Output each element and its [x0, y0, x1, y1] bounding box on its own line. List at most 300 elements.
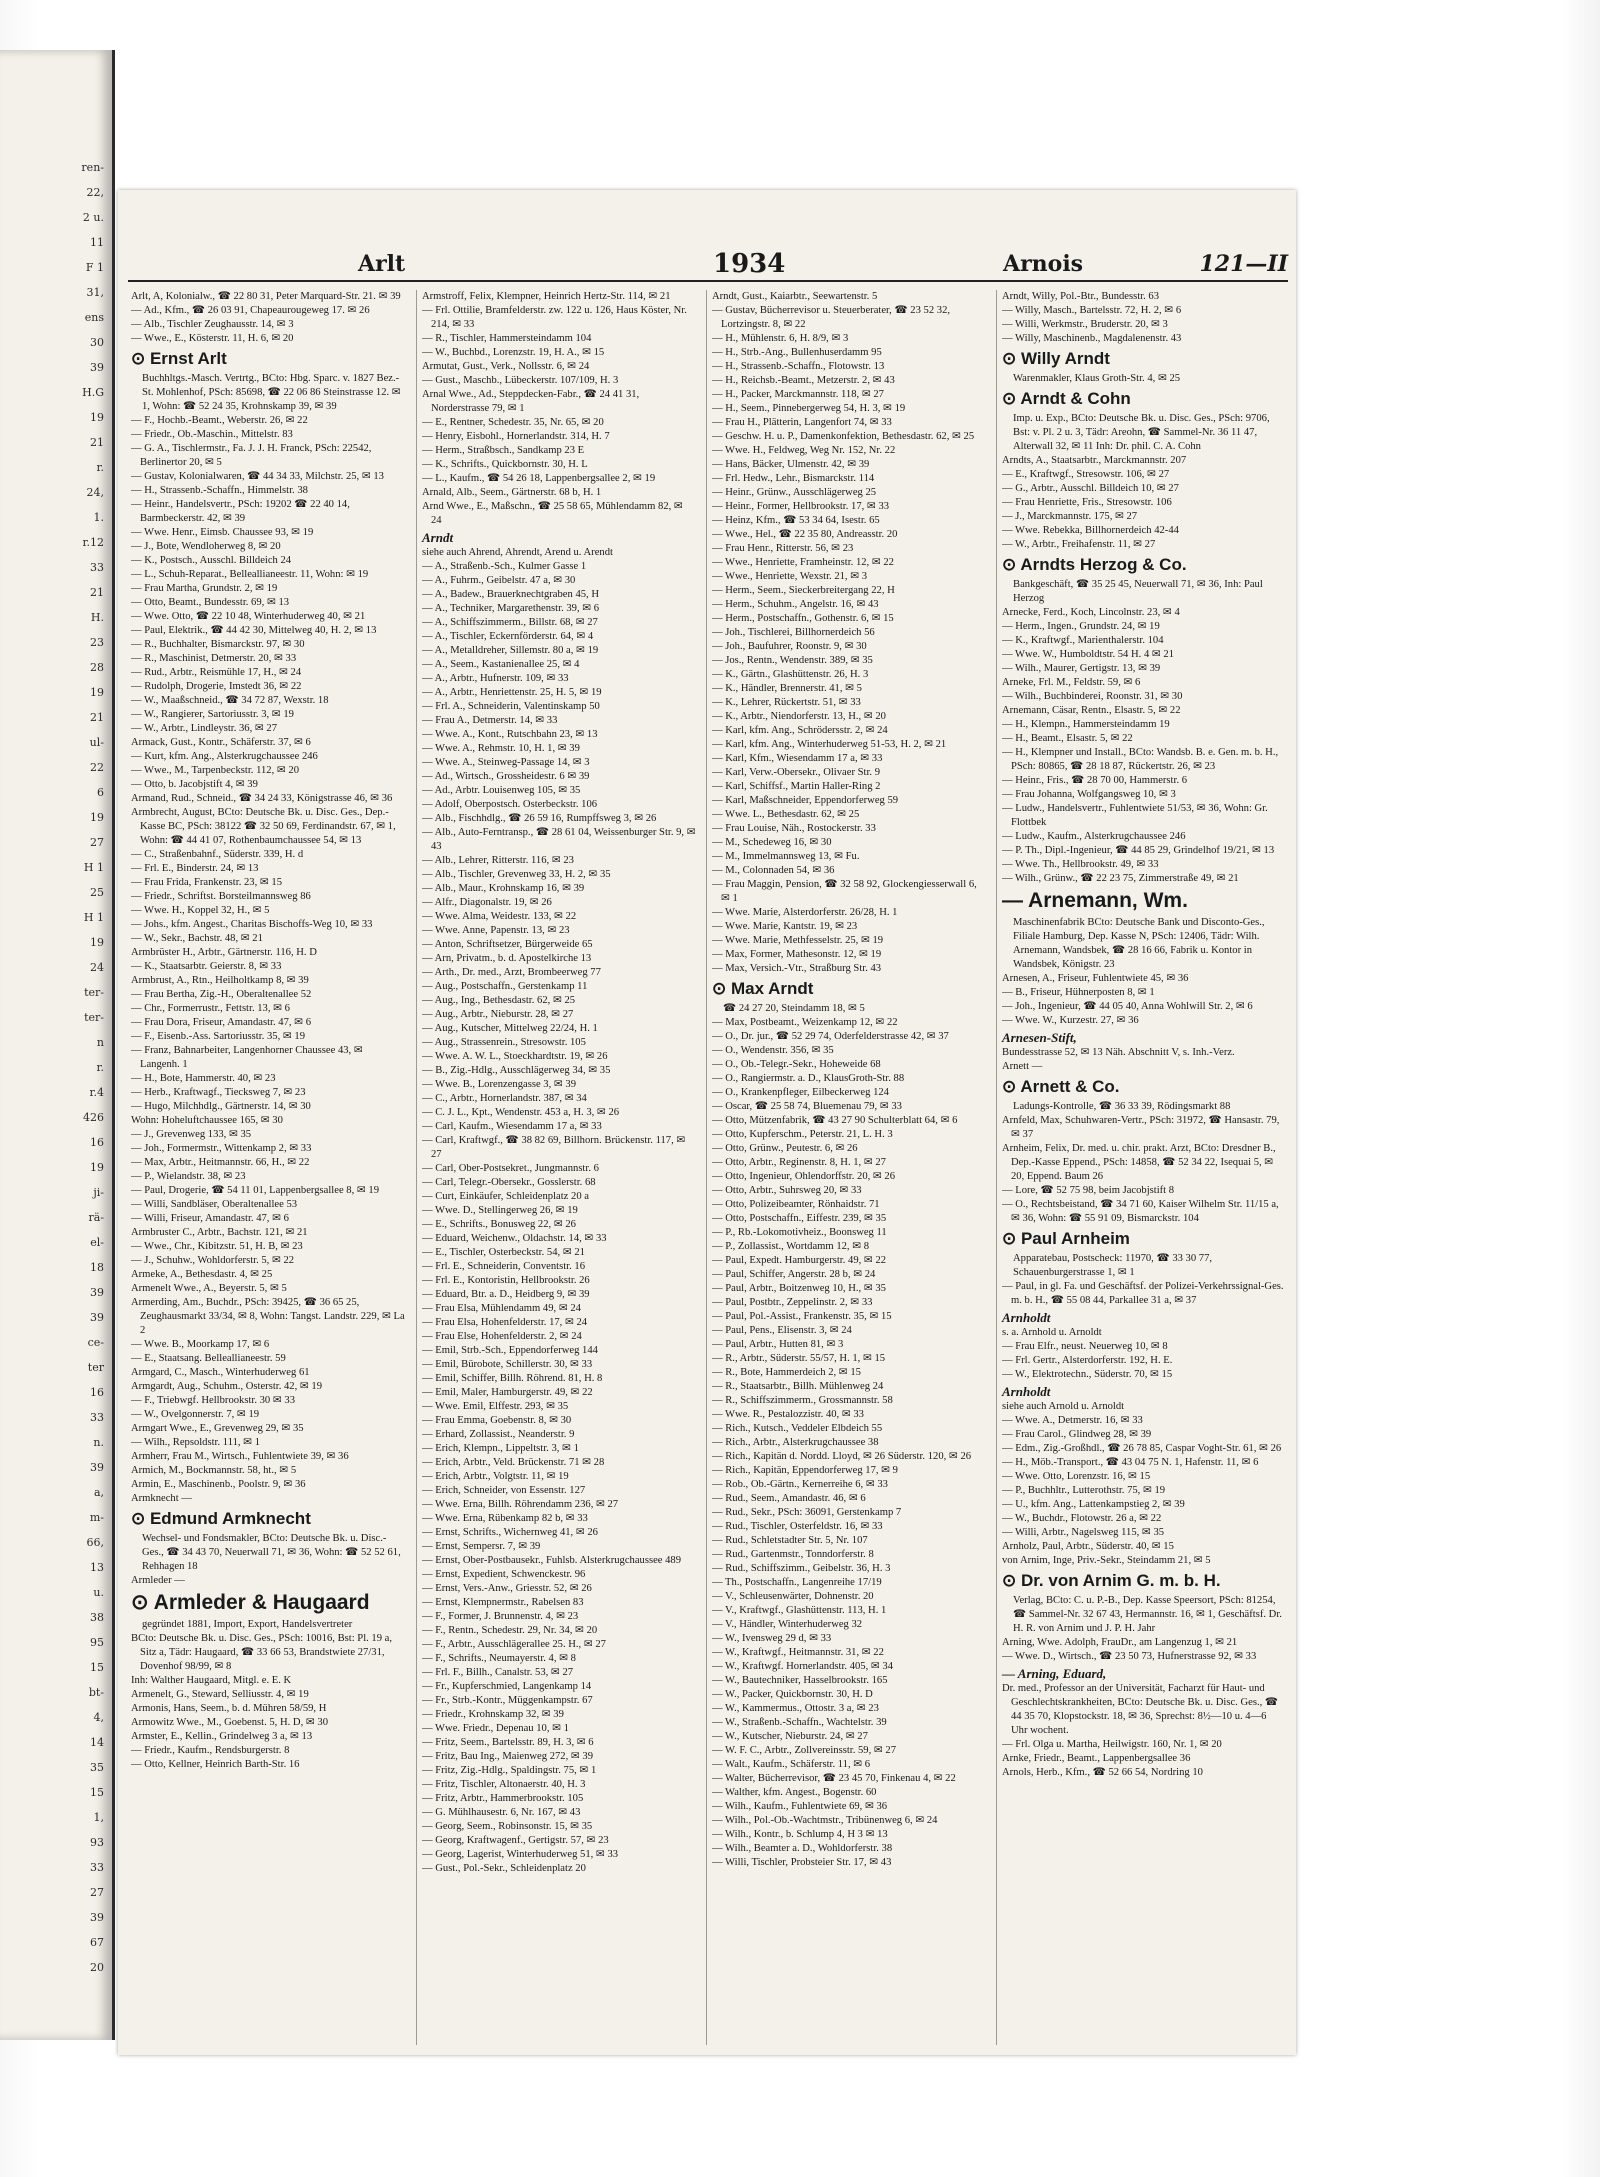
- directory-entry: — Frl. Ottilie, Bramfelderstr. zw. 122 u. 126, Haus Köster, Nr. 214, ✉ 33: [422, 305, 687, 330]
- directory-entry: — Heinr., Handelsvertr., PSch: 19202 ☎ 22 40 14, Barmbeckerstr. 42, ✉ 39: [131, 499, 350, 524]
- directory-entry: Armeke, A., Bethesdastr. 4, ✉ 25: [131, 1269, 273, 1280]
- directory-entry: — Herm., Seem., Sieckerbreitergang 22, H: [712, 585, 895, 596]
- surname-heading: Arndt: [422, 530, 454, 545]
- directory-entry: — H., Packer, Marckmannstr. 118, ✉ 27: [712, 389, 884, 400]
- directory-entry: — Georg, Lagerist, Winterhuderweg 51, ✉ 33: [422, 1849, 619, 1860]
- directory-entry: — Frau Elsa, Hohenfelderstr. 17, ✉ 24: [422, 1317, 588, 1328]
- directory-entry: — Frau Henr., Ritterstr. 56, ✉ 23: [712, 543, 854, 554]
- directory-entry: — Wwe. Th., Hellbrookstr. 49, ✉ 33: [1002, 859, 1159, 870]
- directory-entry: — Erich, Arbtr., Volgtstr. 11, ✉ 19: [422, 1471, 569, 1482]
- header-last-entry: Arnois: [1003, 251, 1084, 277]
- directory-entry: — Fr., Kupferschmied, Langenkamp 14: [422, 1681, 592, 1692]
- previous-page-fragment: 2 u.: [82, 211, 104, 224]
- directory-entry: — Anton, Schriftsetzer, Bürgerweide 65: [422, 939, 593, 950]
- previous-page-fragment: 4,: [93, 1711, 104, 1724]
- directory-entry: Wohn: Hoheluftchaussee 165, ✉ 30: [131, 1115, 283, 1126]
- column-2: [416, 290, 700, 2045]
- directory-entry: — Otto, b. Jacobjstift 4, ✉ 39: [131, 779, 258, 790]
- directory-entry: Armack, Gust., Kontr., Schäferstr. 37, ✉ 6: [131, 737, 311, 748]
- directory-entry: — F., Triebwgf. Hellbrookstr. 30 ✉ 33: [131, 1395, 296, 1406]
- directory-entry: — Willi, Friseur, Amandastr. 47, ✉ 6: [131, 1213, 289, 1224]
- directory-entry: — Herm., Postschaffn., Gothenstr. 6, ✉ 15: [712, 613, 894, 624]
- directory-entry: — K., Postsch., Ausschl. Billdeich 24: [131, 555, 292, 566]
- directory-entry: — P., Rb.-Lokomotivheiz., Boonsweg 11: [712, 1227, 887, 1238]
- directory-entry: — Frl. E., Binderstr. 24, ✉ 13: [131, 863, 259, 874]
- directory-entry: — M., Immelmannsweg 13, ✉ Fu.: [712, 851, 860, 862]
- directory-entry: — K., Kraftwgf., Marienthalerstr. 104: [1002, 635, 1164, 646]
- directory-entry: — Georg, Seem., Robinsonstr. 15, ✉ 35: [422, 1821, 593, 1832]
- previous-page-fragment: 11: [90, 236, 104, 249]
- previous-page-fragment: 27: [90, 836, 104, 849]
- directory-entry: — Otto, Arbtr., Reginenstr. 8, H. 1, ✉ 27: [712, 1157, 886, 1168]
- directory-entry: — Wwe., Henriette, Wexstr. 21, ✉ 3: [712, 571, 868, 582]
- previous-page-fragment: 18: [90, 1261, 104, 1274]
- directory-entry: Armowitz Wwe., M., Goebenst. 5, H. D, ✉ 30: [131, 1717, 328, 1728]
- surname-heading: Arnholdt: [1002, 1310, 1051, 1325]
- directory-entry: — Frau Emma, Goebenstr. 8, ✉ 30: [422, 1415, 572, 1426]
- directory-entry: — W., Kraftwgf., Heitmannstr. 31, ✉ 22: [712, 1647, 884, 1658]
- directory-entry: Armerding, Am., Buchdr., PSch: 39425, ☎ 36 65 25, Zeughausmarkt 33/34, ✉ 8, Wohn: Tangst. Landstr. 229, ✉ La 2: [131, 1297, 405, 1336]
- previous-page-fragment: ter-: [84, 1011, 104, 1024]
- directory-entry: — Gust., Pol.-Sekr., Schleidenplatz 20: [422, 1863, 586, 1874]
- previous-page-fragment: 33: [90, 1411, 104, 1424]
- directory-entry: — Alb., Tischler Zeughausstr. 14, ✉ 3: [131, 319, 294, 330]
- directory-entry: — W., Rangierer, Sartoriusstr. 3, ✉ 19: [131, 709, 294, 720]
- directory-entry: — Wwe. D., Wirtsch., ☎ 23 50 73, Hufnerstrasse 92, ✉ 33: [1002, 1651, 1257, 1662]
- previous-page-fragment: H 1: [83, 911, 104, 924]
- directory-entry: — W., Buchbd., Lorenzstr. 19, H. A., ✉ 15: [422, 347, 605, 358]
- directory-entry: — Geschw. H. u. P., Damenkonfektion, Bethesdastr. 62, ✉ 25: [712, 431, 975, 442]
- directory-entry: — W., Ovelgonnerstr. 7, ✉ 19: [131, 1409, 260, 1420]
- directory-entry: — Erich, Arbtr., Veld. Brückenstr. 71 ✉ 28: [422, 1457, 605, 1468]
- directory-entry: Armbrüster H., Arbtr., Gärtnerstr. 116, H. D: [131, 947, 317, 958]
- directory-entry: Arnecke, Ferd., Koch, Lincolnstr. 23, ✉ 4: [1002, 607, 1180, 618]
- directory-entry: — Rud., Sekr., PSch: 36091, Gerstenkamp 7: [712, 1507, 902, 1518]
- directory-page: [118, 190, 1296, 2055]
- previous-page-fragment: 21: [90, 711, 104, 724]
- directory-entry: — Otto, Kupferschm., Peterstr. 21, L. H. 3: [712, 1129, 893, 1140]
- previous-page-fragment: ji-: [93, 1186, 104, 1199]
- directory-entry: — Willi, Sandbläser, Oberaltenallee 53: [131, 1199, 298, 1210]
- directory-entry: Armenelt, G., Steward, Selliusstr. 4, ✉ 19: [131, 1689, 309, 1700]
- directory-entry: — H., Strassenb.-Schaffn., Himmelstr. 38: [131, 485, 308, 496]
- previous-page-fragment: r.4: [89, 1086, 104, 1099]
- directory-entry: — Wwe. Rebekka, Billhornerdeich 42-44: [1002, 525, 1179, 536]
- previous-page-fragment: 31,: [86, 286, 104, 299]
- directory-entry: — Wwe., E., Kösterstr. 11, H. 6, ✉ 20: [131, 333, 294, 344]
- directory-entry: — Walt., Kaufm., Schäferstr. 11, ✉ 6: [712, 1759, 871, 1770]
- directory-entry: — Ernst, Vers.-Anw., Griesstr. 52, ✉ 26: [422, 1583, 592, 1594]
- directory-entry: Arndt, Gust., Kaiarbtr., Seewartenstr. 5: [712, 291, 878, 302]
- header-first-entry: Arlt: [358, 251, 406, 277]
- directory-entry: — K., Staatsarbtr. Geierstr. 8, ✉ 33: [131, 961, 282, 972]
- directory-entry: — Wwe., M., Tarpenbeckstr. 112, ✉ 20: [131, 765, 299, 776]
- directory-entry: — Walther, kfm. Angest., Bogenstr. 60: [712, 1787, 877, 1798]
- directory-entry: — W., Bautechniker, Hasselbrookstr. 165: [712, 1675, 888, 1686]
- directory-entry: — V., Schleusenwärter, Dohnenstr. 20: [712, 1591, 874, 1602]
- directory-entry: — Alb., Tischler, Grevenweg 33, H. 2, ✉ 35: [422, 869, 611, 880]
- directory-entry: — Wwe. H., Koppel 32, H., ✉ 5: [131, 905, 270, 916]
- previous-page-fragment: 66,: [86, 1536, 104, 1549]
- previous-page-fragment: 67: [90, 1936, 104, 1949]
- directory-entry: Armonis, Hans, Seem., b. d. Mühren 58/59, H: [131, 1703, 327, 1714]
- directory-entry: — Paul, Arbtr., Hutten 81, ✉ 3: [712, 1339, 844, 1350]
- directory-entry: — Rich., Kapitän d. Nordd. Lloyd, ✉ 26 Süderstr. 120, ✉ 26: [712, 1451, 972, 1462]
- directory-entry: — Emil, Strb.-Sch., Eppendorferweg 144: [422, 1345, 598, 1356]
- directory-entry: — Wwe. B., Moorkamp 17, ✉ 6: [131, 1339, 270, 1350]
- directory-entry: Armbrust, A., Rtn., Heilholtkamp 8, ✉ 39: [131, 975, 309, 986]
- directory-entry: — A., Metalldreher, Sillemstr. 80 a, ✉ 19: [422, 645, 599, 656]
- directory-entry: — Frau Elfr., neust. Neuerweg 10, ✉ 8: [1002, 1341, 1168, 1352]
- directory-entry: — Wwe. Anne, Papenstr. 13, ✉ 23: [422, 925, 570, 936]
- directory-entry: — Ad., Wirtsch., Grossheidestr. 6 ✉ 39: [422, 771, 590, 782]
- directory-entry: — Frau Else, Hohenfelderstr. 2, ✉ 24: [422, 1331, 582, 1342]
- previous-page-fragment: ter: [87, 1361, 104, 1374]
- directory-entry: — V., Kraftwgf., Glashüttenstr. 113, H. 1: [712, 1605, 887, 1616]
- directory-entry: — W., Kammermus., Ottostr. 3 a, ✉ 23: [712, 1703, 879, 1714]
- directory-entry: — Wilh., Beamter a. D., Wohldorferstr. 38: [712, 1843, 893, 1854]
- listing-details: Bankgeschäft, ☎ 35 25 45, Neuerwall 71, ✉ 36, Inh: Paul Herzog: [1013, 579, 1263, 604]
- directory-entry: — Franz, Bahnarbeiter, Langenhorner Chaussee 43, ✉ Langenh. 1: [131, 1045, 363, 1070]
- directory-entry: — F., Arbtr., Ausschlägerallee 25. H., ✉ 27: [422, 1639, 606, 1650]
- directory-entry: — Paul, Arbtr., Boitzenweg 10, H., ✉ 35: [712, 1283, 886, 1294]
- previous-page-fragment: 27: [90, 1886, 104, 1899]
- directory-entry: BCto: Deutsche Bk. u. Disc. Ges., PSch: 10016, Bst: Pl. 19 a, Sitz a, Tädr: Haugaard, ☎ 33 66 53, Brandstwiete 27/31, Dovenhof 98/99, ✉ 8: [131, 1633, 393, 1672]
- directory-entry: — Fritz, Bau Ing., Maienweg 272, ✉ 39: [422, 1751, 593, 1762]
- directory-entry: — Frau Johanna, Wolfgangsweg 10, ✉ 3: [1002, 789, 1176, 800]
- surname-heading: Arnesen-Stift,: [1002, 1030, 1077, 1045]
- previous-page-fragment: 35: [90, 1761, 104, 1774]
- directory-entry: — Wilh., Repsoldstr. 111, ✉ 1: [131, 1437, 261, 1448]
- directory-entry: — O., Dr. jur., ☎ 52 29 74, Oderfelderstrasse 42, ✉ 37: [712, 1031, 949, 1042]
- previous-page-fragment: a,: [93, 1486, 104, 1499]
- directory-entry: — Ad., Arbtr. Louisenweg 105, ✉ 35: [422, 785, 581, 796]
- previous-page-fragment: 1,: [93, 1811, 104, 1824]
- directory-entry: — Eduard, Btr. a. D., Heidberg 9, ✉ 39: [422, 1289, 590, 1300]
- directory-entry: — O., Ob.-Telegr.-Sekr., Hoheweide 68: [712, 1059, 881, 1070]
- directory-entry: — Aug., Arbtr., Nieburstr. 28, ✉ 27: [422, 1009, 574, 1020]
- directory-entry: — W., Straßenb.-Schaffn., Wachtelstr. 39: [712, 1717, 887, 1728]
- column-1: [126, 290, 409, 2045]
- directory-entry: — Otto, Beamt., Bundesstr. 69, ✉ 13: [131, 597, 290, 608]
- directory-entry: — Frl. A., Schneiderin, Valentinskamp 50: [422, 701, 600, 712]
- previous-page-fragment: ren-: [81, 161, 104, 174]
- directory-entry: — Henry, Eisbohl., Hornerlandstr. 314, H. 7: [422, 431, 610, 442]
- directory-entry: — Wwe. Marie, Methfesselstr. 25, ✉ 19: [712, 935, 884, 946]
- listing-headline: ⊙ Dr. von Arnim G. m. b. H.: [1002, 1571, 1221, 1590]
- directory-entry: Inh: Walther Haugaard, Mitgl. e. E. K: [131, 1675, 292, 1686]
- directory-entry: — H., Klempner und Install., BCto: Wandsb. B. e. Gen. m. b. H., PSch: 80865, ☎ 28 18 87, Rückertstr. 26, ✉ 23: [1002, 747, 1279, 772]
- directory-entry: — A., Arbtr., Henriettenstr. 25, H. 5, ✉ 19: [422, 687, 602, 698]
- directory-entry: — Max, Arbtr., Heitmannstr. 66, H., ✉ 22: [131, 1157, 310, 1168]
- directory-entry: — A., Seem., Kastanienallee 25, ✉ 4: [422, 659, 580, 670]
- listing-details: Wechsel- und Fondsmakler, BCto: Deutsche Bk. u. Disc.-Ges., ☎ 34 43 70, Neuerwall 71, ✉ 36, Wohn: ☎ 52 52 61, Rehhagen 18: [142, 1533, 401, 1572]
- directory-entry: — R., Tischler, Hammersteindamm 104: [422, 333, 592, 344]
- directory-entry: — Karl, kfm. Ang., Schrödersstr. 2, ✉ 24: [712, 725, 888, 736]
- directory-entry: — A., Fuhrm., Geibelstr. 47 a, ✉ 30: [422, 575, 576, 586]
- directory-entry: — Erich, Schneider, von Essenstr. 127: [422, 1485, 586, 1496]
- previous-page-fragment: r.: [96, 461, 104, 474]
- directory-entry: — Karl, Verw.-Obersekr., Olivaer Str. 9: [712, 767, 880, 778]
- directory-entry: — F., Rentn., Schedestr. 29, Nr. 34, ✉ 20: [422, 1625, 598, 1636]
- directory-entry: — H., Reichsb.-Beamt., Metzerstr. 2, ✉ 43: [712, 375, 895, 386]
- directory-entry: — Wwe. A., Detmerstr. 16, ✉ 33: [1002, 1415, 1143, 1426]
- directory-entry: — W., Arbtr., Freihafenstr. 11, ✉ 27: [1002, 539, 1156, 550]
- directory-entry: — Friedr., Schriftst. Borsteilmannsweg 86: [131, 891, 311, 902]
- directory-entry: — Emil, Schiffer, Billh. Röhrend. 81, H. 8: [422, 1373, 603, 1384]
- previous-page-fragment: 39: [90, 361, 104, 374]
- directory-entry: — Aug., Kutscher, Mittelweg 22/24, H. 1: [422, 1023, 598, 1034]
- directory-entry: — Chr., Formerrustr., Fettstr. 13, ✉ 6: [131, 1003, 290, 1014]
- directory-entry: — Alb., Fischhdlg., ☎ 26 59 16, Rumpffsweg 3, ✉ 26: [422, 813, 657, 824]
- directory-entry: Armin, E., Maschinenb., Poolstr. 9, ✉ 36: [131, 1479, 306, 1490]
- directory-entry: — R., Maschinist, Detmerstr. 20, ✉ 33: [131, 653, 297, 664]
- directory-entry: — Carl, Telegr.-Obersekr., Gosslerstr. 68: [422, 1177, 596, 1188]
- previous-page-fragment: 95: [90, 1636, 104, 1649]
- directory-entry: siehe auch Ahrend, Ahrendt, Arend u. Arendt: [422, 547, 613, 558]
- directory-entry: — K., Lehrer, Rückertstr. 51, ✉ 33: [712, 697, 861, 708]
- directory-entry: — Frl. F., Billh., Canalstr. 53, ✉ 27: [422, 1667, 574, 1678]
- directory-entry: — Frau Henriette, Fris., Stresowstr. 106: [1002, 497, 1172, 508]
- directory-entry: — Erhard, Zollassist., Neanderstr. 9: [422, 1429, 575, 1440]
- directory-entry: — Frau A., Detmerstr. 14, ✉ 33: [422, 715, 558, 726]
- listing-headline: ⊙ Armleder & Haugaard: [131, 1591, 370, 1614]
- directory-entry: — Frau H., Plätterin, Langenfort 74, ✉ 33: [712, 417, 892, 428]
- directory-entry: — Th., Postschaffn., Langenreihe 17/19: [712, 1577, 882, 1588]
- directory-entry: — Wwe. D., Stellingerweg 26, ✉ 19: [422, 1205, 578, 1216]
- directory-entry: — L., Schuh-Reparat., Belleallianeestr. 11, Wohn: ✉ 19: [131, 569, 369, 580]
- directory-entry: — Wilh., Pol.-Ob.-Wachtmstr., Tribünenweg 6, ✉ 24: [712, 1815, 938, 1826]
- directory-entry: — Joh., Baufuhrer, Roonstr. 9, ✉ 30: [712, 641, 867, 652]
- listing-details: Buchhltgs.-Masch. Vertrtg., BCto: Hbg. Sparc. v. 1827 Bez.-St. Mohlenhof, PSch: 85698, ☎ 22 06 86 Steinstrasse 12. ✉ 1, Wohn: ☎ 52 24 35, Krohnskamp 39, ✉ 39: [142, 373, 401, 412]
- directory-entry: — H., Strb.-Ang., Bullenhuserdamm 95: [712, 347, 882, 358]
- previous-page-fragment: n: [96, 1036, 104, 1049]
- previous-page-fragment: 93: [90, 1836, 104, 1849]
- directory-entry: Armutat, Gust., Verk., Nollsstr. 6, ✉ 24: [422, 361, 590, 372]
- directory-entry: — Wwe. Alma, Weidestr. 133, ✉ 22: [422, 911, 577, 922]
- directory-entry: — H., Klempn., Hammersteindamm 19: [1002, 719, 1170, 730]
- previous-page-fragment: u.: [93, 1586, 104, 1599]
- directory-entry: — Ernst, Sempersr. 7, ✉ 39: [422, 1541, 541, 1552]
- directory-entry: — L., Kaufm., ☎ 54 26 18, Lappenbergsallee 2, ✉ 19: [422, 473, 656, 484]
- directory-entry: — W., Buchdr., Flotowstr. 26 a, ✉ 22: [1002, 1513, 1162, 1524]
- directory-entry: — Adolf, Oberpostsch. Osterbeckstr. 106: [422, 799, 598, 810]
- listing-details: Apparatebau, Postscheck: 11970, ☎ 33 30 77, Schauenburgerstrasse 1, ✉ 1: [1013, 1253, 1213, 1278]
- directory-entry: — W., Kraftwgf. Hornerlandstr. 405, ✉ 34: [712, 1661, 893, 1672]
- directory-entry: — Paul, Schiffer, Angerstr. 28 b, ✉ 24: [712, 1269, 876, 1280]
- directory-entry: Armich, M., Bockmannstr. 58, ht., ✉ 5: [131, 1465, 297, 1476]
- directory-entry: — E., Staatsang. Belleallianeestr. 59: [131, 1353, 286, 1364]
- directory-entry: — Arth., Dr. med., Arzt, Brombeerweg 77: [422, 967, 601, 978]
- previous-page-fragment: 25: [90, 886, 104, 899]
- directory-entry: — Wilh., Kontr., b. Schlump 4, H 3 ✉ 13: [712, 1829, 888, 1840]
- directory-entry: Arlt, A, Kolonialw., ☎ 22 80 31, Peter Marquard-Str. 21. ✉ 39: [131, 291, 401, 302]
- directory-entry: — W., Kutscher, Nieburstr. 24, ✉ 27: [712, 1731, 868, 1742]
- header-page-number: 121—II: [1199, 251, 1288, 277]
- directory-entry: — Frau Elsa, Mühlendamm 49, ✉ 24: [422, 1303, 581, 1314]
- directory-entry: — Walter, Bücherrevisor, ☎ 23 45 70, Finkenau 4, ✉ 22: [712, 1773, 956, 1784]
- directory-entry: — Gustav, Bücherrevisor u. Steuerberater, ☎ 23 52 32, Lortzingstr. 8, ✉ 22: [712, 305, 951, 330]
- directory-entry: — Friedr., Krohnskamp 32, ✉ 39: [422, 1709, 564, 1720]
- directory-entry: — Alfr., Diagonalstr. 19, ✉ 26: [422, 897, 552, 908]
- directory-entry: — Wwe. A. W. L., Stoeckhardtstr. 19, ✉ 26: [422, 1051, 608, 1062]
- directory-entry: — Jos., Rentn., Wendenstr. 389, ✉ 35: [712, 655, 873, 666]
- previous-page-fragment: ce-: [87, 1336, 104, 1349]
- column-3: [706, 290, 990, 2045]
- directory-entry: — P., Buchhltr., Lutterothstr. 75, ✉ 19: [1002, 1485, 1166, 1496]
- directory-entry: — Wwe. Henr., Eimsb. Chaussee 93, ✉ 19: [131, 527, 314, 538]
- previous-page-fragment: 38: [90, 1611, 104, 1624]
- directory-entry: — Wwe. R., Pestalozzistr. 40, ✉ 33: [712, 1409, 864, 1420]
- directory-entry: Armherr, Frau M., Wirtsch., Fuhlentwiete 39, ✉ 36: [131, 1451, 349, 1462]
- directory-entry: — Herm., Ingen., Grundstr. 24, ✉ 19: [1002, 621, 1160, 632]
- previous-page-fragment: 19: [90, 811, 104, 824]
- directory-entry: Bundesstrasse 52, ✉ 13 Näh. Abschnitt V, s. Inh.-Verz.: [1002, 1047, 1235, 1058]
- directory-entry: — Alb., Auto-Ferntransp., ☎ 28 61 04, Weissenburger Str. 9, ✉ 43: [422, 827, 696, 852]
- directory-entry: — Wwe. A., Kont., Rutschbahn 23, ✉ 13: [422, 729, 598, 740]
- previous-page-fragment: 16: [90, 1136, 104, 1149]
- directory-entry: — Wwe. L., Bethesdastr. 62, ✉ 25: [712, 809, 860, 820]
- listing-headline: ⊙ Paul Arnheim: [1002, 1229, 1130, 1248]
- listing-details: Maschinenfabrik BCto: Deutsche Bank und Disconto-Ges., Filiale Hamburg, Dep. Kasse N, PSch: 12406, Tädr: Wilh. Arnemann, Wandsbek, ☎ 28 16 66, Fabrik u. Kontor in Wandsbek, Königstr. 23: [1013, 917, 1265, 970]
- directory-entry: — Emil, Maler, Hamburgerstr. 49, ✉ 22: [422, 1387, 593, 1398]
- directory-entry: — H., Beamt., Elsastr. 5, ✉ 22: [1002, 733, 1133, 744]
- directory-entry: — Wwe. Erna, Billh. Röhrendamm 236, ✉ 27: [422, 1499, 619, 1510]
- directory-entry: — P., Zollassist., Wortdamm 12, ✉ 8: [712, 1241, 870, 1252]
- directory-entry: — Wwe. B., Lorenzengasse 3, ✉ 39: [422, 1079, 577, 1090]
- directory-entry: — Paul, Pens., Elisenstr. 3, ✉ 24: [712, 1325, 852, 1336]
- listing-headline: ⊙ Arndts Herzog & Co.: [1002, 555, 1187, 574]
- directory-entry: — Ernst, Expedient, Schwenckestr. 96: [422, 1569, 586, 1580]
- directory-entry: — Otto, Mützenfabrik, ☎ 43 27 90 Schulterblatt 64, ✉ 6: [712, 1115, 958, 1126]
- previous-page-fragment: 21: [90, 586, 104, 599]
- directory-entry: Arndt, Willy, Pol.-Btr., Bundesstr. 63: [1002, 291, 1160, 302]
- directory-entry: — F., Former, J. Brunnenstr. 4, ✉ 23: [422, 1611, 579, 1622]
- directory-entry: — J., Grevenweg 133, ✉ 35: [131, 1129, 252, 1140]
- directory-entry: — Wwe. Marie, Alsterdorferstr. 26/28, H. 1: [712, 907, 898, 918]
- directory-entry: Arnesen, A., Friseur, Fuhlentwiete 45, ✉ 36: [1002, 973, 1189, 984]
- previous-page-fragment: 14: [90, 1736, 104, 1749]
- directory-entry: Arnholz, Paul, Arbtr., Süderstr. 40, ✉ 15: [1002, 1541, 1174, 1552]
- directory-entry: — Frl. E., Schneiderin, Conventstr. 16: [422, 1261, 586, 1272]
- directory-entry: — Otto, Ingenieur, Ohlendorffstr. 20, ✉ 26: [712, 1171, 896, 1182]
- directory-entry: siehe auch Arnold u. Arnoldt: [1002, 1401, 1125, 1412]
- directory-entry: — K., Händler, Brennerstr. 41, ✉ 5: [712, 683, 862, 694]
- previous-page-fragment: 23: [90, 636, 104, 649]
- previous-page-fragment: 6: [97, 786, 104, 799]
- directory-entry: — W. F. C., Arbtr., Zollvereinsstr. 59, ✉ 27: [712, 1745, 897, 1756]
- directory-entry: — U., kfm. Ang., Lattenkampstieg 2, ✉ 39: [1002, 1499, 1185, 1510]
- directory-entry: — W., Maaßschneid., ☎ 34 72 87, Wexstr. 18: [131, 695, 329, 706]
- previous-page-fragment: m-: [89, 1511, 104, 1524]
- directory-entry: — J., Marckmannstr. 175, ✉ 27: [1002, 511, 1138, 522]
- previous-page-fragment: 33: [90, 1861, 104, 1874]
- directory-entry: — Rud., Schiffszimm., Geibelstr. 36, H. 3: [712, 1563, 891, 1574]
- directory-entry: — Karl, Kfm., Wiesendamm 17 a, ✉ 33: [712, 753, 883, 764]
- directory-entry: — Heinr., Fris., ☎ 28 70 00, Hammerstr. 6: [1002, 775, 1188, 786]
- directory-entry: Arnett —: [1002, 1061, 1043, 1072]
- directory-entry: — Rud., Schletstadter Str. 5, Nr. 107: [712, 1535, 868, 1546]
- directory-entry: Armgard, C., Masch., Winterhuderweg 61: [131, 1367, 310, 1378]
- directory-entry: — Joh., Formermstr., Wittenkamp 2, ✉ 33: [131, 1143, 312, 1154]
- directory-entry: — Wilh., Maurer, Gertigstr. 13, ✉ 39: [1002, 663, 1161, 674]
- previous-page-fragment: 13: [90, 1561, 104, 1574]
- directory-entry: — Friedr., Ob.-Maschin., Mittelstr. 83: [131, 429, 293, 440]
- previous-page-fragment: H.G: [82, 386, 104, 399]
- directory-entry: Armknecht —: [131, 1493, 192, 1504]
- directory-entry: — K., Arbtr., Niendorferstr. 13, H., ✉ 20: [712, 711, 886, 722]
- directory-entry: — Eduard, Weichenw., Oldachstr. 14, ✉ 33: [422, 1233, 607, 1244]
- previous-page-fragment: 19: [90, 936, 104, 949]
- directory-entry: — Oscar, ☎ 25 58 74, Bluemenau 79, ✉ 33: [712, 1101, 902, 1112]
- directory-entry: — Carl, Kaufm., Wiesendamm 17 a, ✉ 33: [422, 1121, 602, 1132]
- directory-entry: — Wwe., Chr., Kibitzstr. 51, H. B, ✉ 23: [131, 1241, 303, 1252]
- previous-page-fragment: 28: [90, 661, 104, 674]
- directory-entry: Arnal Wwe., Ad., Steppdecken-Fabr., ☎ 24 41 31, Norderstrasse 79, ✉ 1: [422, 389, 640, 414]
- directory-entry: — C., Arbtr., Hornerlandstr. 387, ✉ 34: [422, 1093, 587, 1104]
- directory-entry: — Frl. Olga u. Martha, Heilwigstr. 160, Nr. 1, ✉ 20: [1002, 1739, 1222, 1750]
- previous-page-fragment: 24,: [86, 486, 104, 499]
- previous-page-fragment: 20: [90, 1961, 104, 1974]
- directory-entry: — Rud., Seem., Amandastr. 46, ✉ 6: [712, 1493, 866, 1504]
- directory-entry: — Karl, kfm. Ang., Winterhuderweg 51-53, H. 2, ✉ 21: [712, 739, 947, 750]
- directory-entry: — A., Badew., Brauerknechtgraben 45, H: [422, 589, 599, 600]
- directory-entry: — Ludw., Handelsvertr., Fuhlentwiete 51/53, ✉ 36, Wohn: Gr. Flottbek: [1002, 803, 1268, 828]
- directory-entry: — Paul, Postbtr., Zeppelinstr. 2, ✉ 33: [712, 1297, 873, 1308]
- previous-page-fragment: H.: [90, 611, 104, 624]
- directory-entry: — Willi, Arbtr., Nagelsweg 115, ✉ 35: [1002, 1527, 1165, 1538]
- directory-entry: — H., Mühlenstr. 6, H. 8/9, ✉ 3: [712, 333, 849, 344]
- directory-entry: — Wwe. Otto, ☎ 22 10 48, Winterhuderweg 40, ✉ 21: [131, 611, 366, 622]
- directory-entry: — Joh., Ingenieur, ☎ 44 05 40, Anna Wohlwill Str. 2, ✉ 6: [1002, 1001, 1253, 1012]
- directory-entry: — Paul, Elektrik., ☎ 44 42 30, Mittelweg 40, H. 2, ✉ 13: [131, 625, 377, 636]
- directory-entry: — W., Packer, Quickbornstr. 30, H. D: [712, 1689, 873, 1700]
- directory-entry: — Otto, Polizeibeamter, Rönhaidstr. 71: [712, 1199, 880, 1210]
- directory-entry: — Wwe. Friedr., Depenau 10, ✉ 1: [422, 1723, 569, 1734]
- directory-entry: — Wwe. Otto, Lorenzstr. 16, ✉ 15: [1002, 1471, 1151, 1482]
- directory-entry: — Ernst, Schrifts., Wichernweg 41, ✉ 26: [422, 1527, 598, 1538]
- directory-entry: — V., Händler, Winterhuderweg 32: [712, 1619, 863, 1630]
- directory-entry: — J., Bote, Wendloherweg 8, ✉ 20: [131, 541, 281, 552]
- directory-entry: — Wilh., Buchbinderei, Roonstr. 31, ✉ 30: [1002, 691, 1183, 702]
- previous-page-fragment: ul-: [89, 736, 104, 749]
- directory-entry: — Hugo, Milchhdlg., Gärtnerstr. 14, ✉ 30: [131, 1101, 311, 1112]
- directory-entry: — Alb., Lehrer, Ritterstr. 116, ✉ 23: [422, 855, 574, 866]
- listing-details: ☎ 24 27 20, Steindamm 18, ✉ 5: [723, 1003, 865, 1014]
- previous-page-fragment: 39: [90, 1911, 104, 1924]
- previous-page-fragment: bt-: [88, 1686, 104, 1699]
- listing-headline: ⊙ Willy Arndt: [1002, 349, 1110, 368]
- directory-entry: — R., Arbtr., Süderstr. 55/57, H. 1, ✉ 15: [712, 1353, 886, 1364]
- directory-entry: — A., Techniker, Margarethenstr. 39, ✉ 6: [422, 603, 600, 614]
- directory-entry: — Herb., Kraftwagf., Tiecksweg 7, ✉ 23: [131, 1087, 306, 1098]
- directory-entry: Arnald, Alb., Seem., Gärtnerstr. 68 b, H. 1: [422, 487, 602, 498]
- previous-page-fragment: 19: [90, 1161, 104, 1174]
- directory-entry: — Frl. Hedw., Lehr., Bismarckstr. 114: [712, 473, 875, 484]
- directory-entry: — E., Kraftwgf., Stresowstr. 106, ✉ 27: [1002, 469, 1170, 480]
- directory-entry: — Wwe. A., Steinweg-Passage 14, ✉ 3: [422, 757, 590, 768]
- directory-entry: Arnfeld, Max, Schuhwaren-Vertr., PSch: 31972, ☎ Hansastr. 79, ✉ 37: [1002, 1115, 1280, 1140]
- previous-page-fragment: 15: [90, 1661, 104, 1674]
- directory-entry: — Willy, Masch., Bartelsstr. 72, H. 2, ✉ 6: [1002, 305, 1182, 316]
- directory-entry: — Wwe. H., Feldweg, Weg Nr. 152, Nr. 22: [712, 445, 896, 456]
- directory-entry: — Rud., Gartenmstr., Tonndorferstr. 8: [712, 1549, 874, 1560]
- directory-entry: — Heinz, Kfm., ☎ 53 34 64, Isestr. 65: [712, 515, 880, 526]
- directory-entry: — Paul, Expedt. Hamburgerstr. 49, ✉ 22: [712, 1255, 887, 1266]
- directory-entry: — Frau Bertha, Zig.-H., Oberaltenallee 52: [131, 989, 312, 1000]
- previous-page-fragment: H 1: [83, 861, 104, 874]
- directory-entry: — W., Ivensweg 29 d, ✉ 33: [712, 1633, 832, 1644]
